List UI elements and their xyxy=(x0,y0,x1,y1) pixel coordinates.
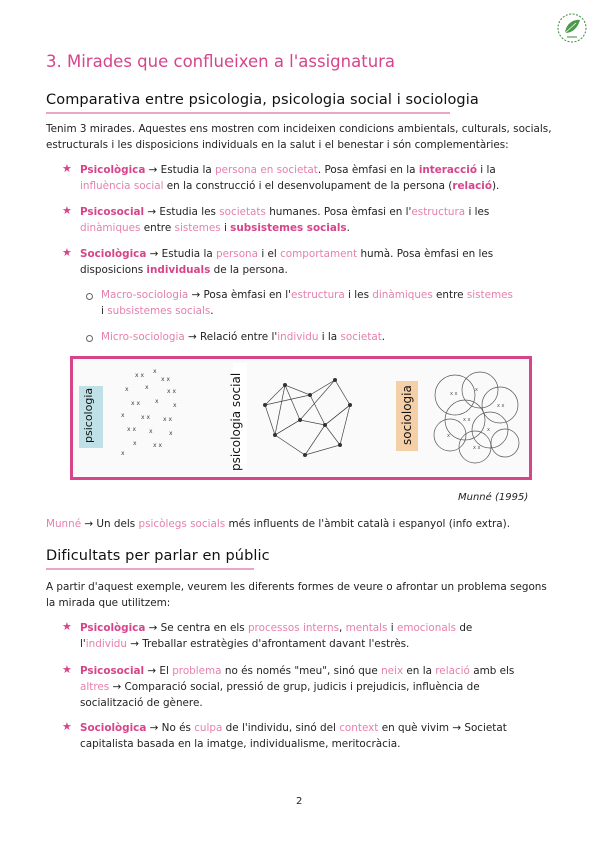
intro-paragraph: Tenim 3 mirades. Aquestes ens mostren com incideixen condicions ambientals, culturals, socials, estructurals i les disposicions individuals en la salut i el benestar i són complementàries: xyxy=(46,123,552,151)
bullet-dificultat-sociologica: Sociològica → No és culpa de l'individu, sinó del context en què vivim → Societat capitalista basada en la imatge, individualisme, meritocràcia. xyxy=(80,722,507,750)
label-sociologia: sociologia xyxy=(400,385,414,445)
svg-text:x x: x x xyxy=(473,445,481,451)
svg-text:x x: x x xyxy=(167,388,177,395)
circle-bullet-icon xyxy=(86,335,93,342)
svg-text:x x: x x xyxy=(135,372,145,379)
svg-text:x: x xyxy=(475,387,478,393)
network-drawing xyxy=(255,365,365,471)
svg-text:x x: x x xyxy=(153,442,163,449)
svg-text:x: x xyxy=(173,402,177,409)
svg-text:x x: x x xyxy=(497,403,505,409)
subbullet-macro: Macro-sociologia → Posa èmfasi en l'estructura i les dinàmiques entre sistemes i subsistemes socials. xyxy=(101,289,513,317)
section-title: 3. Mirades que conflueixen a l'assignatura xyxy=(46,52,396,71)
svg-text:x: x xyxy=(487,427,490,433)
star-bullet-icon: ★ xyxy=(62,620,72,633)
svg-text:x x: x x xyxy=(131,400,141,407)
label-psicologia: psicologia xyxy=(82,387,95,443)
page-number: 2 xyxy=(296,796,303,807)
svg-text:x: x xyxy=(145,384,149,391)
star-bullet-icon: ★ xyxy=(62,246,72,259)
leaf-stamp-logo xyxy=(556,12,588,44)
circle-bullet-icon xyxy=(86,293,93,300)
star-bullet-icon: ★ xyxy=(62,663,72,676)
bullet-psicologica: Psicològica → Estudia la persona en societat. Posa èmfasi en la interacció i la influència social en la construcció i el desenvolupament de la persona (relació). xyxy=(80,164,500,192)
subbullet-micro: Micro-sociologia → Relació entre l'individu i la societat. xyxy=(101,331,386,343)
intro2-paragraph: A partir d'aquest exemple, veurem les diferents formes de veure o afrontar un problema segons la mirada que utilitzem: xyxy=(46,581,547,609)
circles-drawing xyxy=(425,365,525,471)
svg-text:x: x xyxy=(121,412,125,419)
star-bullet-icon: ★ xyxy=(62,720,72,733)
svg-text:x x: x x xyxy=(161,376,171,383)
munne-note: Munné → Un dels psicòlegs socials més influents de l'àmbit català i espanyol (info extra). xyxy=(46,518,511,530)
star-bullet-icon: ★ xyxy=(62,204,72,217)
subheading-comparativa: Comparativa entre psicologia, psicologia social i sociologia xyxy=(46,92,479,108)
bullet-dificultat-psicologica: Psicològica → Se centra en els processos interns, mentals i emocionals de l'individu → Treballar estratègies d'afrontament davant l'estrès. xyxy=(80,622,473,650)
logo xyxy=(556,12,588,44)
bullet-psicosocial: Psicosocial → Estudia les societats humanes. Posa èmfasi en l'estructura i les dinàmiques entre sistemes i subsistemes socials. xyxy=(80,206,490,234)
star-bullet-icon: ★ xyxy=(62,162,72,175)
bullet-dificultat-psicosocial: Psicosocial → El problema no és només "meu", sinó que neix en la relació amb els altres → Comparació social, pressió de grup, judicis i prejudicis, influència de socialització de gènere. xyxy=(80,665,515,709)
svg-text:x: x xyxy=(447,433,450,439)
svg-text:x x: x x xyxy=(141,414,151,421)
comparison-figure xyxy=(70,356,532,480)
subheading-underline xyxy=(46,568,254,570)
svg-text:x x: x x xyxy=(450,391,458,397)
figure-caption: Munné (1995) xyxy=(458,492,529,503)
svg-text:x: x xyxy=(125,386,129,393)
label-psicologia-social: psicologia social xyxy=(229,372,243,471)
svg-text:x: x xyxy=(133,440,137,447)
svg-text:x x: x x xyxy=(463,417,471,423)
subheading-underline xyxy=(46,112,450,114)
svg-text:x x: x x xyxy=(163,416,173,423)
scatter-drawing xyxy=(103,365,203,465)
subheading-dificultats: Dificultats per parlar en públic xyxy=(46,548,270,564)
svg-text:x: x xyxy=(169,430,173,437)
bullet-sociologica: Sociològica → Estudia la persona i el comportament humà. Posa èmfasi en les disposicions individuals de la persona. xyxy=(80,248,494,276)
svg-text:x: x xyxy=(121,450,125,457)
svg-text:x: x xyxy=(155,398,159,405)
svg-text:x x: x x xyxy=(127,426,137,433)
svg-text:x: x xyxy=(149,428,153,435)
svg-text:x: x xyxy=(153,368,157,375)
